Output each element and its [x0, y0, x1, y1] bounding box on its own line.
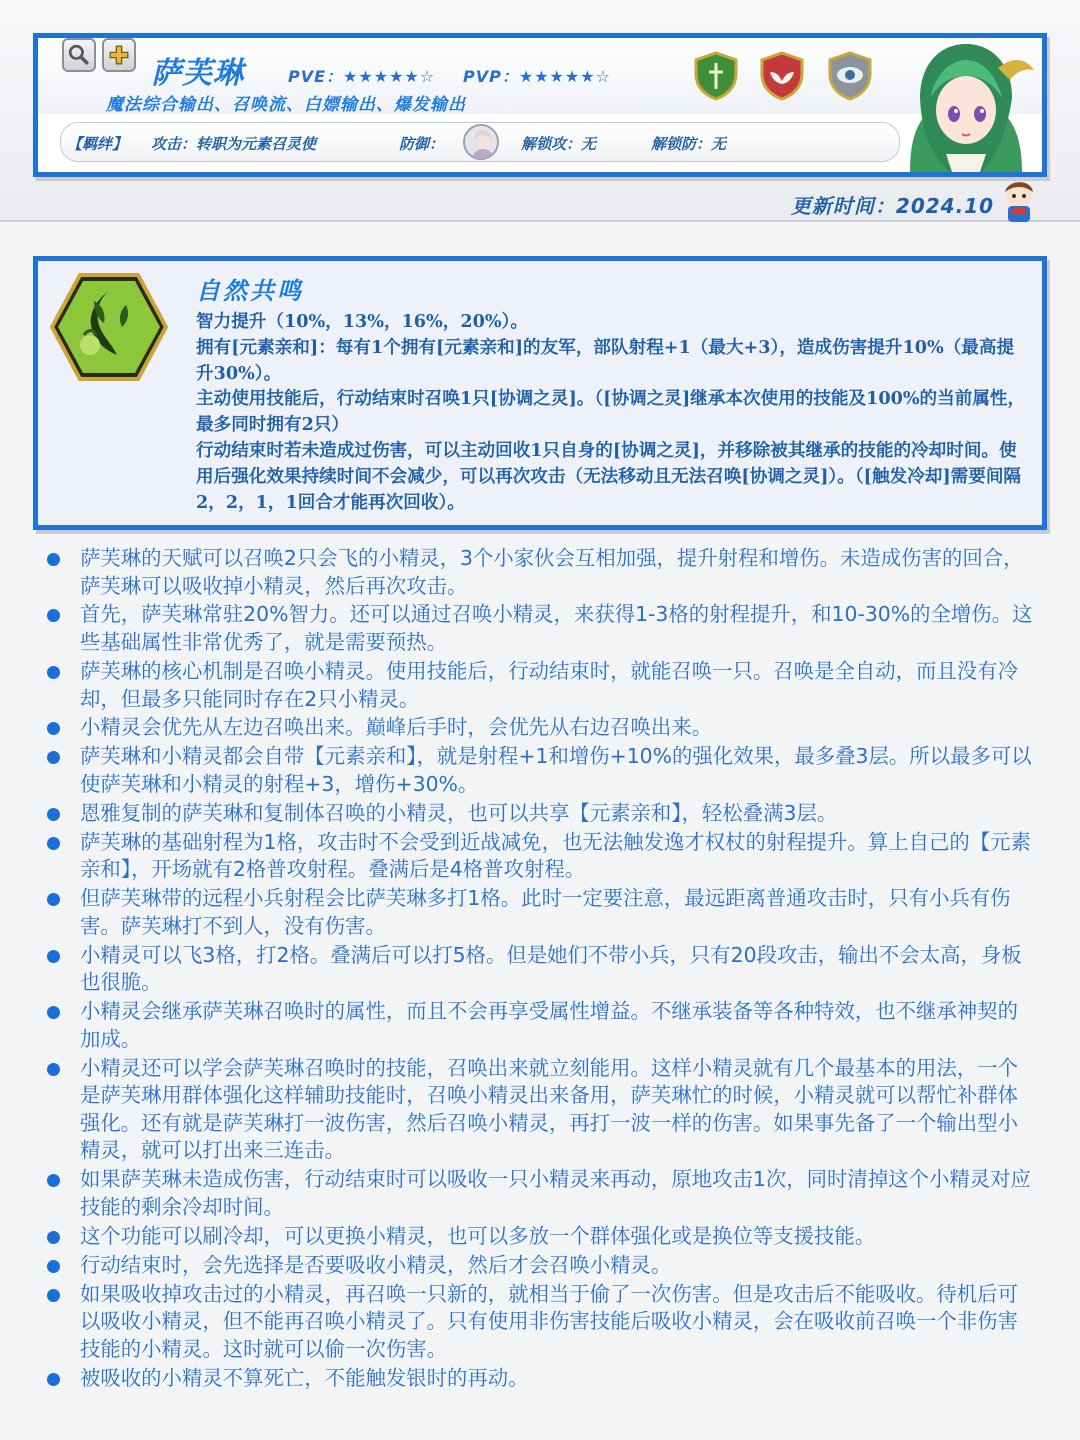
list-item: [44, 800, 1034, 828]
bullet-dot-icon: [47, 609, 60, 622]
note-text: 萨芙琳的核心机制是召唤小精灵。使用技能后，行动结束时，就能召唤一只。召唤是全自动，而且没有冷却，但最多只能同时存在2只小精灵。: [80, 658, 1018, 711]
list-item: [44, 1365, 1034, 1393]
bullet-dot-icon: [47, 950, 60, 963]
note-text: 萨芙琳的基础射程为1格，攻击时不会受到近战减免，也无法触发逸才权杖的射程提升。算上自己的【元素亲和】，开场就有2格普攻射程。叠满后是4格普攻射程。: [80, 829, 1031, 882]
note-text: 恩雅复制的萨芙琳和复制体召唤的小精灵，也可以共享【元素亲和】，轻松叠满3层。: [80, 800, 838, 825]
pvp-label: PVP：: [463, 67, 519, 86]
header-band: [0, 0, 1080, 222]
notes-list: [44, 545, 1034, 1394]
note-text: 被吸收的小精灵不算死亡，不能触发银时的再动。: [80, 1365, 529, 1390]
hero-card: [33, 33, 1047, 177]
note-text: 如果萨芙琳未造成伤害，行动结束时可以吸收一只小精灵来再动，原地攻击1次，同时清掉这个小精灵对应技能的剩余冷却时间。: [80, 1167, 1031, 1219]
talent-hexagon-icon: [50, 271, 168, 383]
bullet-dot-icon: [47, 1006, 60, 1019]
bullet-dot-icon: [47, 893, 60, 906]
wing-emblem-icon: [756, 50, 808, 102]
defense-bond-avatar[interactable]: [463, 124, 499, 160]
list-item: [44, 1166, 1034, 1221]
bond-attack: 攻击：转职为元素召灵使: [151, 135, 317, 153]
bond-unlock-defense: 解锁防：无: [651, 135, 727, 153]
list-item: [44, 885, 1034, 940]
hero-portrait: [890, 38, 1042, 172]
list-item: [44, 658, 1034, 713]
bullet-dot-icon: [47, 751, 60, 764]
pve-stars: ★★★★★☆: [343, 67, 436, 86]
list-item: [44, 1252, 1034, 1280]
talent-line: 智力提升（10%，13%，16%，20%）。: [196, 311, 528, 332]
note-text: 小精灵会继承萨芙琳召唤时的属性，而且不会再享受属性增益。不继承装备等各种特效，也不继承神契的加成。: [80, 999, 1018, 1051]
cross-icon[interactable]: [102, 38, 136, 72]
list-item: [44, 1223, 1034, 1251]
eye-emblem-icon: [824, 50, 876, 102]
talent-line: 行动结束时若未造成过伤害，可以主动回收1只自身的[协调之灵]，并移除被其继承的技能的冷却时间。使用后强化效果持续时间不会减少，可以再次攻击（无法移动且无法召唤[协调之灵]）。（[触发冷却]需要间隔2，2，1，1回合才能再次回收）。: [196, 439, 1022, 513]
bullet-dot-icon: [47, 837, 60, 850]
list-item: [44, 942, 1034, 997]
bond-defense: 防御：: [399, 135, 445, 153]
hero-roles: 魔法综合输出、召唤流、白嫖输出、爆发输出: [106, 95, 466, 115]
list-item: [44, 743, 1034, 798]
list-item: [44, 829, 1034, 884]
note-text: 但萨芙琳带的远程小兵射程会比萨芙琳多打1格。此时一定要注意，最远距离普通攻击时，只有小兵有伤害。萨芙琳打不到人，没有伤害。: [80, 886, 1011, 938]
talent-line: 拥有[元素亲和]：每有1个拥有[元素亲和]的友军，部队射程+1（最大+3），造成伤害提升10%（最高提升30%）。: [196, 336, 1015, 384]
bullet-dot-icon: [47, 1063, 60, 1076]
note-text: 萨芙琳的天赋可以召唤2只会飞的小精灵，3个小家伙会互相加强，提升射程和增伤。未造成伤害的回合，萨芙琳可以吸收掉小精灵，然后再次攻击。: [80, 546, 1024, 598]
note-text: 小精灵会优先从左边召唤出来。巅峰后手时，会优先从右边召唤出来。: [80, 715, 713, 740]
bond-bar: [60, 122, 900, 162]
note-text: 小精灵可以飞3格，打2格。叠满后可以打5格。但是她们不带小兵，只有20段攻击，输出不会太高，身板也很脆。: [80, 942, 1022, 995]
bullet-dot-icon: [47, 1174, 60, 1187]
list-item: [44, 1281, 1034, 1364]
magnifier-icon[interactable]: [62, 38, 96, 72]
list-item: [44, 998, 1034, 1053]
bullet-dot-icon: [47, 1373, 60, 1386]
bullet-dot-icon: [47, 722, 60, 735]
note-text: 这个功能可以刷冷却，可以更换小精灵，也可以多放一个群体强化或是换位等支援技能。: [80, 1223, 876, 1248]
pve-label: PVE：: [288, 67, 344, 86]
list-item: [44, 601, 1034, 656]
bond-unlock-attack: 解锁攻：无: [521, 135, 597, 153]
note-text: 小精灵还可以学会萨芙琳召唤时的技能，召唤出来就立刻能用。这样小精灵就有几个最基本的用法，一个是萨芙琳用群体强化这样辅助技能时，召唤小精灵出来备用，萨芙琳忙的时候，小精灵就可以帮忙补群体强化。还有就是萨芙琳打一波伤害，然后召唤小精灵，再打一波一样的伤害。如果事先备了一个输出型小精灵，就可以打出来三连击。: [80, 1055, 1018, 1163]
talent-title: 自然共鸣: [196, 277, 304, 305]
bullet-dot-icon: [47, 808, 60, 821]
list-item: [44, 1055, 1034, 1165]
bullet-dot-icon: [47, 553, 60, 566]
update-time: 更新时间：2024.10: [790, 194, 994, 218]
bullet-dot-icon: [47, 666, 60, 679]
note-text: 萨芙琳和小精灵都会自带【元素亲和】，就是射程+1和增伤+10%的强化效果，最多叠3层。所以最多可以使萨芙琳和小精灵的射程+3，增伤+30%。: [80, 744, 1032, 796]
talent-description: [196, 309, 1031, 515]
bullet-dot-icon: [47, 1260, 60, 1273]
talent-line: 主动使用技能后，行动结束时召唤1只[协调之灵]。（[协调之灵]继承本次使用的技能及100%的当前属性，最多同时拥有2只）: [196, 388, 1026, 436]
chibi-mascot-icon: [998, 176, 1040, 222]
shield-emblem-icon: [690, 50, 742, 102]
bullet-dot-icon: [47, 1289, 60, 1302]
note-text: 如果吸收掉攻击过的小精灵，再召唤一只新的，就相当于偷了一次伤害。但是攻击后不能吸收。待机后可以吸收小精灵，但不能再召唤小精灵了。只有使用非伤害技能后吸收小精灵，会在吸收前召唤一个非伤害技能的小精灵。这时就可以偷一次伤害。: [80, 1281, 1018, 1361]
note-text: 首先，萨芙琳常驻20%智力。还可以通过召唤小精灵，来获得1-3格的射程提升，和10-30%的全增伤。这些基础属性非常优秀了，就是需要预热。: [80, 602, 1033, 655]
pvp-rating: [463, 64, 611, 87]
bond-label: 【羁绊】: [67, 135, 128, 153]
talent-card: [33, 256, 1047, 530]
pvp-stars: ★★★★★☆: [518, 67, 611, 86]
hero-name: 萨芙琳: [151, 56, 244, 91]
bullet-dot-icon: [47, 1231, 60, 1244]
note-text: 行动结束时，会先选择是否要吸收小精灵，然后才会召唤小精灵。: [80, 1252, 672, 1277]
list-item: [44, 545, 1034, 600]
list-item: [44, 714, 1034, 742]
pve-rating: [288, 64, 435, 87]
